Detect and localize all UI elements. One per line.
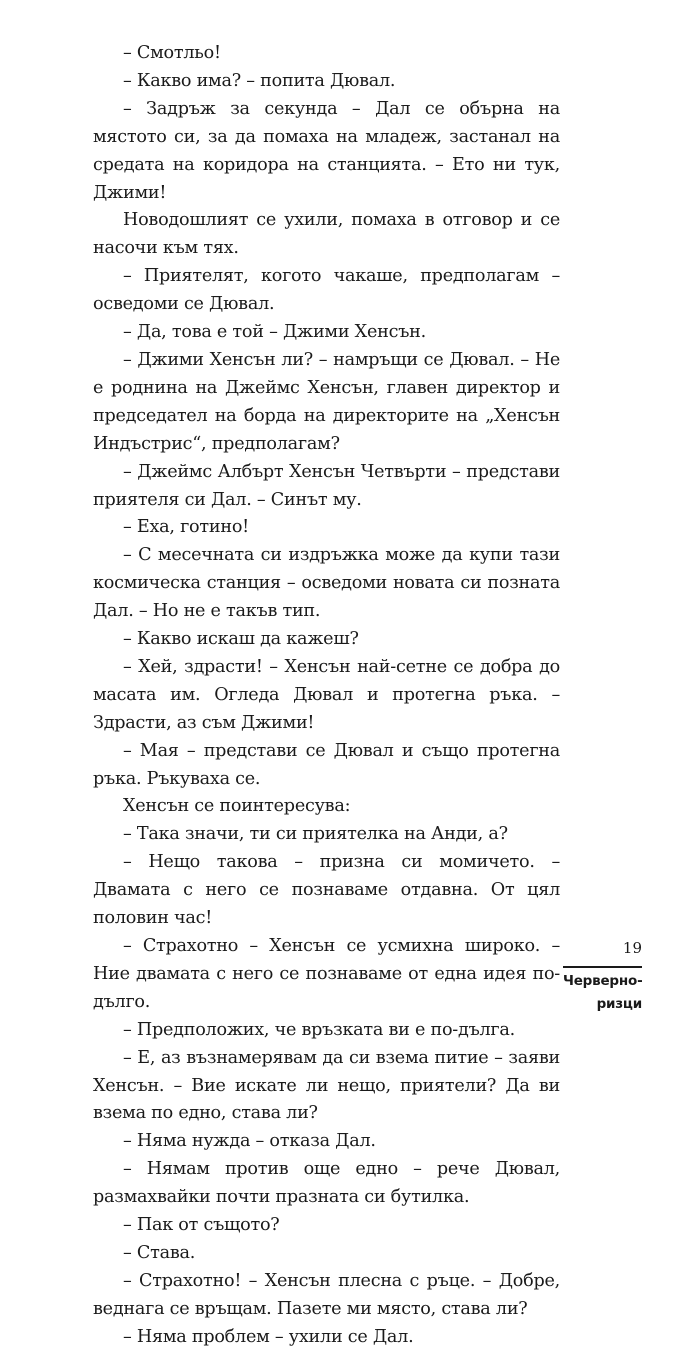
paragraph: – Приятелят, когото чакаше, предполагам – осведоми се Дювал. xyxy=(93,266,560,315)
paragraph: – Задръж за секунда – Дал се обърна на мястото си, за да помаха на младеж, застанал на средата на коридора на станцията. – Ето ни тук, Джими! xyxy=(93,98,560,203)
paragraph: – Нямам против още едно – рече Дювал, размахвайки почти празната си бутилка. xyxy=(93,1159,560,1208)
paragraph: – Да, това е той – Джими Хенсън. xyxy=(123,322,426,343)
paragraph: – С месечната си издръжка може да купи тази космическа станция – осведоми новата си позната Дал. – Но не е такъв тип. xyxy=(93,545,560,622)
paragraph: – Предположих, че връзката ви е по-дълга. xyxy=(123,1019,515,1040)
paragraph: – Става. xyxy=(123,1242,196,1263)
paragraph: Новодошлият се ухили, помаха в отговор и се насочи към тях. xyxy=(93,210,560,259)
paragraph: – Джими Хенсън ли? – намръщи се Дювал. – Не е роднина на Джеймс Хенсън, главен директор и председател на борда на директорите на „Хенсън Индъстрис“, предполагам? xyxy=(93,349,560,454)
paragraph: – Смотльо! xyxy=(123,43,221,63)
paragraph: – Страхотно! – Хенсън плесна с ръце. – Добре, веднага се връщам. Пазете ми място, става ли? xyxy=(93,1270,560,1319)
paragraph: – Джеймс Албърт Хенсън Четвърти – представи приятеля си Дал. – Синът му. xyxy=(93,461,560,510)
paragraph: – Какво има? – попита Дювал. xyxy=(123,70,396,91)
paragraph: – Няма проблем – ухили се Дал. xyxy=(123,1326,414,1347)
paragraph: – Нещо такова – призна си момичето. – Двамата с него се познаваме отдавна. От цял половин час! xyxy=(93,852,560,929)
paragraph: – Хей, здрасти! – Хенсън най-сетне се добра до масата им. Огледа Дювал и протегна ръка. – Здрасти, аз съм Джими! xyxy=(93,656,560,733)
paragraph: – Еха, готино! xyxy=(123,517,249,538)
paragraph: – Какво искаш да кажеш? xyxy=(123,629,359,650)
paragraph: – Е, аз възнамерявам да си взема питие – заяви Хенсън. – Вие искате ли нещо, приятели? Да ви взема по едно, става ли? xyxy=(93,1047,560,1124)
paragraph: – Страхотно – Хенсън се усмихна широко. – Ние двамата с него се познаваме от една идея по-дълго. xyxy=(93,936,560,1012)
running-foot-line: ризци xyxy=(596,996,642,1012)
running-foot xyxy=(563,966,642,1016)
body-text xyxy=(93,40,560,1352)
paragraph: – Мая – представи се Дювал и също протегна ръка. Ръкуваха се. xyxy=(93,740,560,789)
running-foot-line: Черверно- xyxy=(563,973,643,989)
paragraph: – Няма нужда – отказа Дал. xyxy=(123,1131,376,1152)
paragraph: – Така значи, ти си приятелка на Анди, а? xyxy=(123,824,508,845)
paragraph: – Пак от същото? xyxy=(123,1215,280,1236)
page-number: 19 xyxy=(622,939,642,957)
paragraph: Хенсън се поинтересува: xyxy=(123,796,351,817)
